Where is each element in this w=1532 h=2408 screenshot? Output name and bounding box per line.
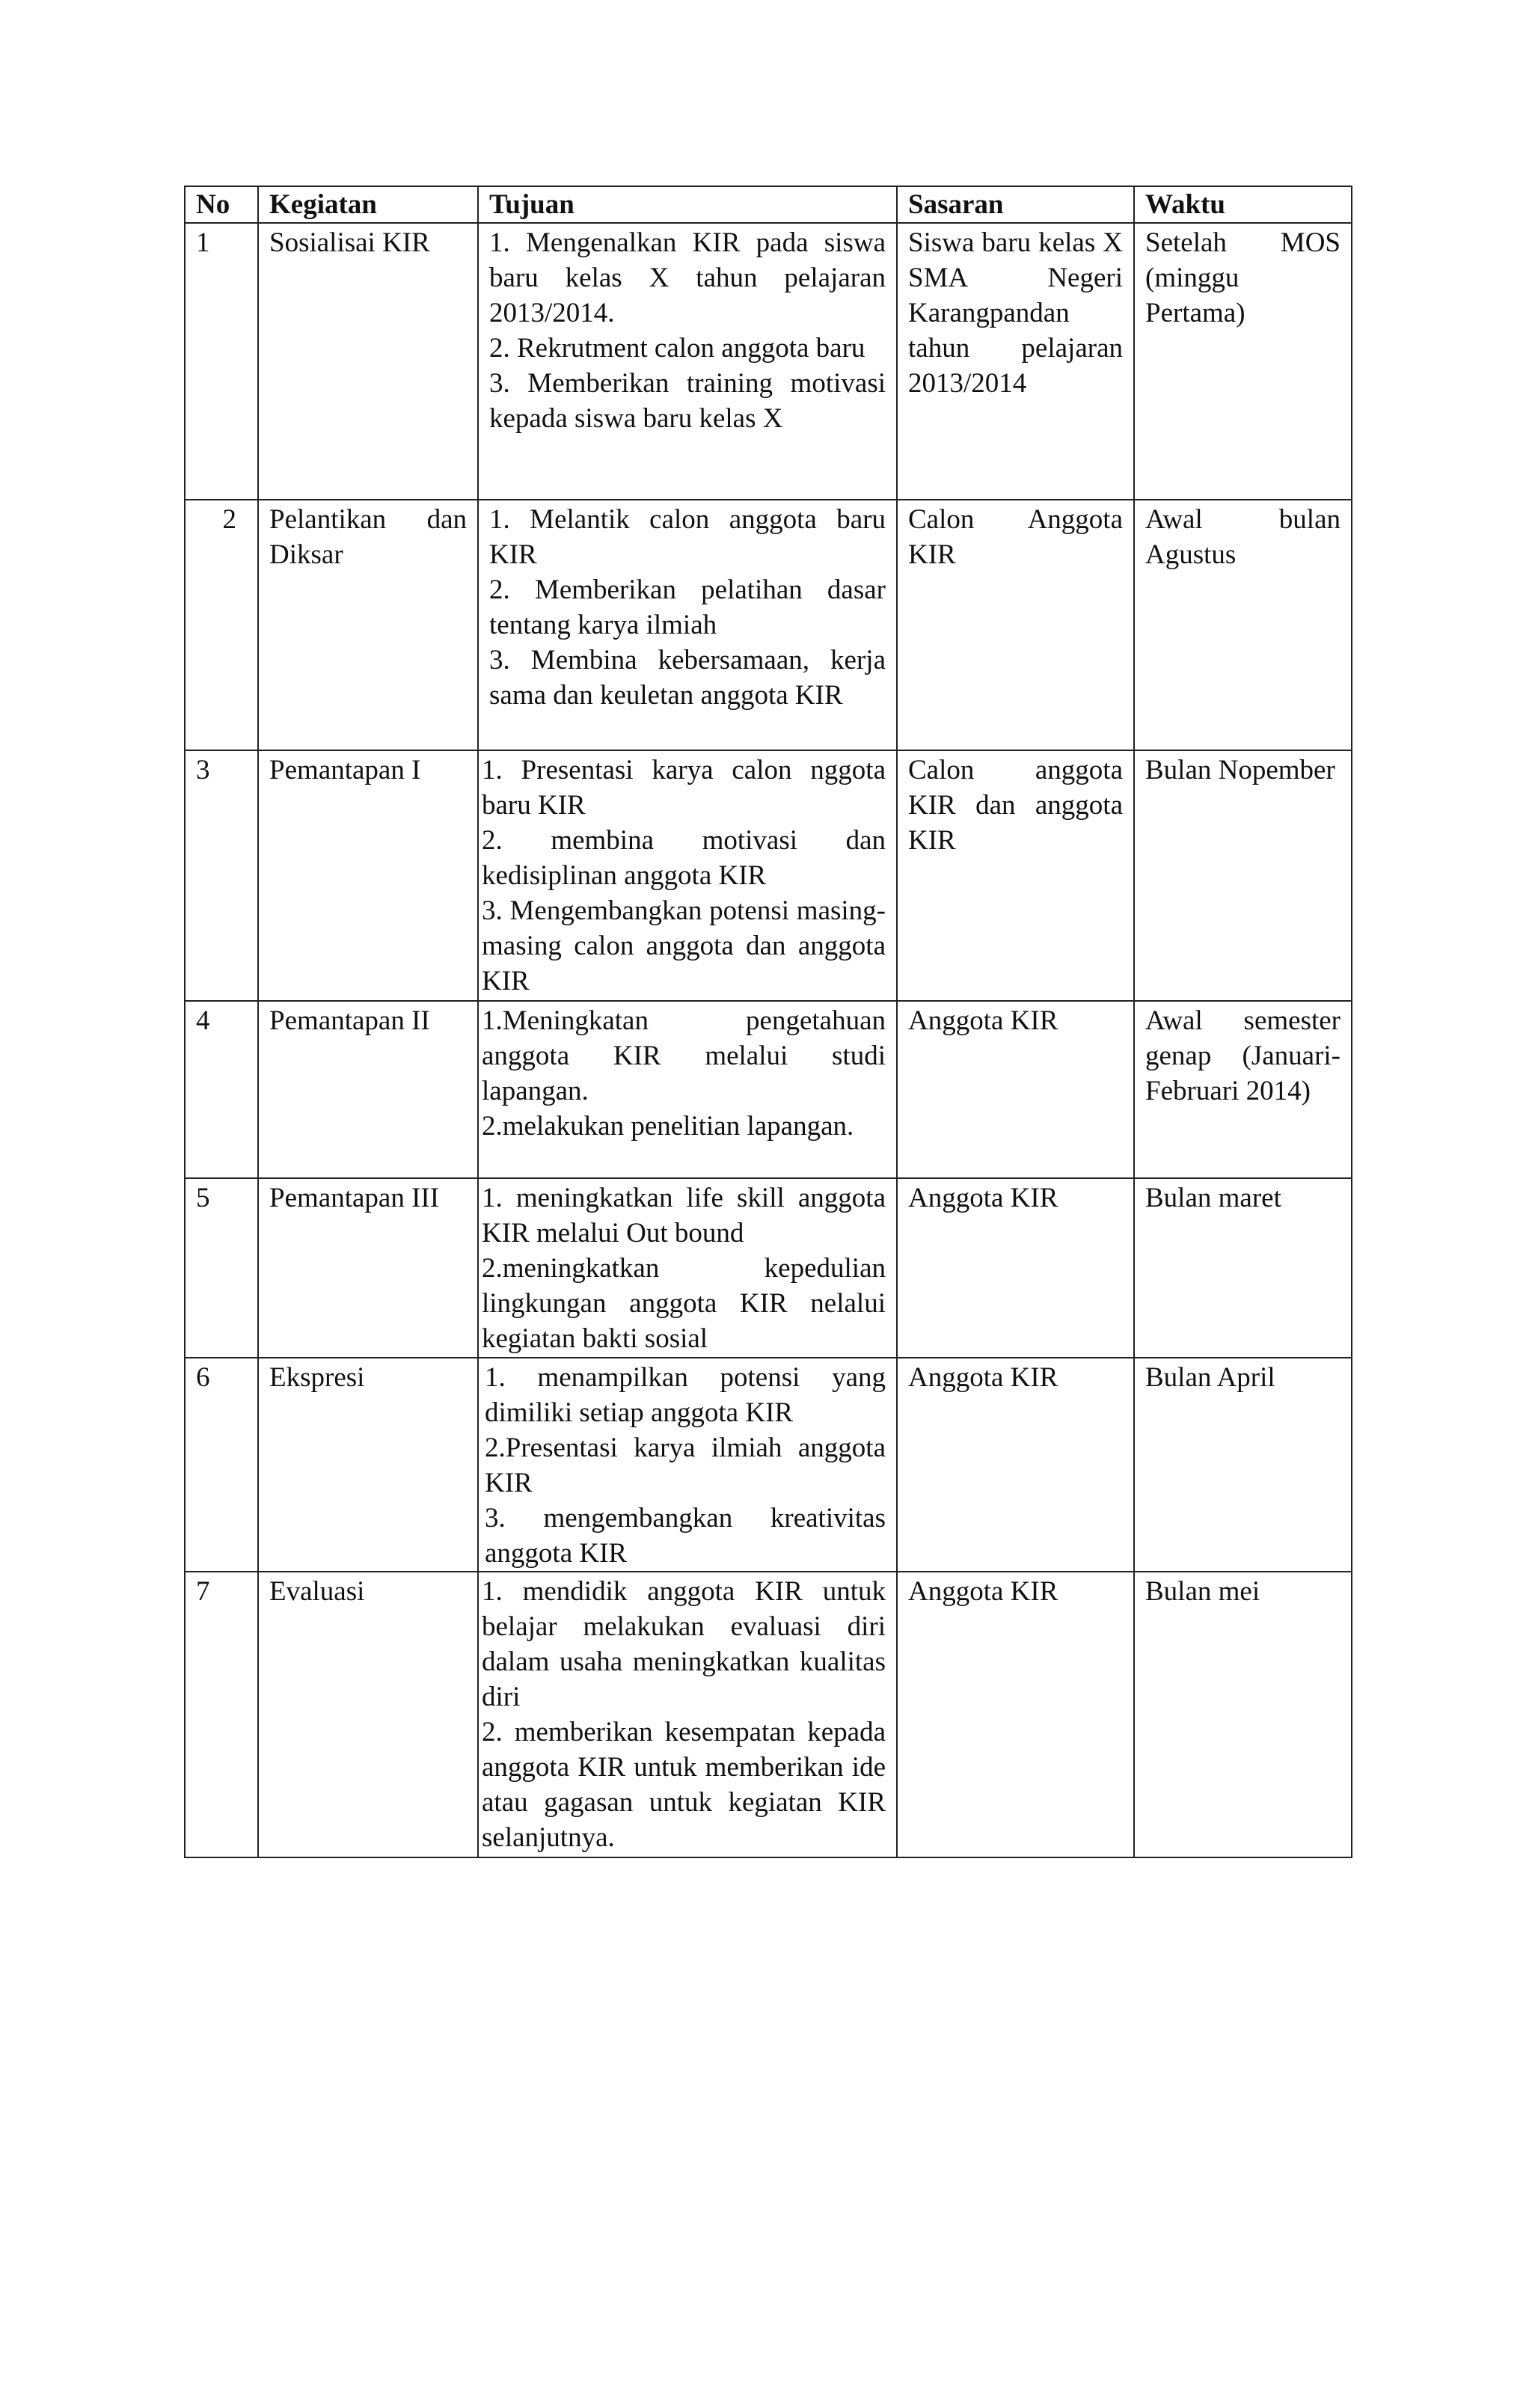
tujuan-item: 1. Mengenalkan KIR pada siswa baru kelas X tahun pelajaran 2013/2014.	[489, 227, 886, 328]
waktu-cell: Bulan mei	[1134, 1572, 1352, 1857]
header-kegiatan: Kegiatan	[258, 186, 478, 223]
tujuan-item: 2. Rekrutment calon anggota baru	[489, 333, 865, 364]
tujuan-item: 1. menampilkan potensi yang dimiliki setiap anggota KIR	[485, 1362, 886, 1428]
tujuan-cell	[478, 1358, 897, 1572]
table-row	[185, 500, 1352, 750]
tujuan-cell	[478, 750, 897, 1001]
tujuan-item: 1. Melantik calon anggota baru KIR	[489, 504, 886, 570]
header-sasaran: Sasaran	[897, 186, 1134, 223]
row-number: 2	[185, 500, 258, 750]
kegiatan-cell: Pemantapan II	[258, 1001, 478, 1178]
kegiatan-cell: Evaluasi	[258, 1572, 478, 1857]
row-number: 3	[185, 750, 258, 1001]
header-tujuan: Tujuan	[478, 186, 897, 223]
table-row	[185, 223, 1352, 500]
header-no: No	[185, 186, 258, 223]
table-row	[185, 1572, 1352, 1857]
tujuan-cell	[478, 223, 897, 500]
tujuan-item: 1. meningkatkan life skill anggota KIR melalui Out bound	[482, 1183, 886, 1249]
row-number: 5	[185, 1178, 258, 1358]
tujuan-item: 2.meningkatkan kepedulian lingkungan anggota KIR nelalui kegiatan bakti sosial	[482, 1253, 886, 1354]
tujuan-item: 2.Presentasi karya ilmiah anggota KIR	[485, 1433, 886, 1498]
waktu-cell: Bulan maret	[1134, 1178, 1352, 1358]
tujuan-item: 2.melakukan penelitian lapangan.	[482, 1111, 854, 1142]
table-row	[185, 1001, 1352, 1178]
kegiatan-cell: Sosialisai KIR	[258, 223, 478, 500]
waktu-cell: Setelah MOS (minggu Pertama)	[1134, 223, 1352, 500]
row-number: 6	[185, 1358, 258, 1572]
row-number: 4	[185, 1001, 258, 1178]
row-number: 1	[185, 223, 258, 500]
tujuan-cell	[478, 1572, 897, 1857]
waktu-cell: Bulan Nopember	[1134, 750, 1352, 1001]
row-number: 7	[185, 1572, 258, 1857]
tujuan-cell	[478, 1001, 897, 1178]
waktu-cell: Awal semester genap (Januari-Februari 2014)	[1134, 1001, 1352, 1178]
header-waktu: Waktu	[1134, 186, 1352, 223]
sasaran-cell: Anggota KIR	[897, 1358, 1134, 1572]
tujuan-item: 3. Mengembangkan potensi masing-masing calon anggota dan anggota KIR	[482, 895, 886, 996]
table-row	[185, 750, 1352, 1001]
sasaran-cell: Calon Anggota KIR	[897, 500, 1134, 750]
waktu-cell: Bulan April	[1134, 1358, 1352, 1572]
sasaran-cell: Calon anggota KIR dan anggota KIR	[897, 750, 1134, 1001]
tujuan-item: 3. Memberikan training motivasi kepada siswa baru kelas X	[489, 368, 886, 434]
kegiatan-cell: Pemantapan I	[258, 750, 478, 1001]
waktu-cell: Awal bulan Agustus	[1134, 500, 1352, 750]
table-header-row	[185, 186, 1352, 223]
tujuan-item: 2. memberikan kesempatan kepada anggota KIR untuk memberikan ide atau gagasan untuk kegiatan KIR selanjutnya.	[482, 1717, 886, 1853]
tujuan-cell	[478, 1178, 897, 1358]
tujuan-item: 1. Presentasi karya calon nggota baru KIR	[482, 755, 886, 821]
kegiatan-cell: Ekspresi	[258, 1358, 478, 1572]
tujuan-item: 1.Meningkatan pengetahuan anggota KIR melalui studi lapangan.	[482, 1005, 886, 1106]
sasaran-cell: Siswa baru kelas X SMA Negeri Karangpandan tahun pelajaran 2013/2014	[897, 223, 1134, 500]
table-row	[185, 1358, 1352, 1572]
kegiatan-cell: Pelantikan dan Diksar	[258, 500, 478, 750]
table-row	[185, 1178, 1352, 1358]
sasaran-cell: Anggota KIR	[897, 1178, 1134, 1358]
kegiatan-cell: Pemantapan III	[258, 1178, 478, 1358]
sasaran-cell: Anggota KIR	[897, 1001, 1134, 1178]
tujuan-item: 3. mengembangkan kreativitas anggota KIR	[485, 1503, 886, 1569]
tujuan-item: 2. Memberikan pelatihan dasar tentang karya ilmiah	[489, 575, 886, 640]
tujuan-item: 3. Membina kebersamaan, kerja sama dan keuletan anggota KIR	[489, 645, 886, 711]
tujuan-item: 2. membina motivasi dan kedisiplinan anggota KIR	[482, 825, 886, 891]
activity-table	[184, 186, 1352, 1858]
tujuan-item: 1. mendidik anggota KIR untuk belajar melakukan evaluasi diri dalam usaha meningkatkan kualitas diri	[482, 1576, 886, 1712]
sasaran-cell: Anggota KIR	[897, 1572, 1134, 1857]
tujuan-cell	[478, 500, 897, 750]
